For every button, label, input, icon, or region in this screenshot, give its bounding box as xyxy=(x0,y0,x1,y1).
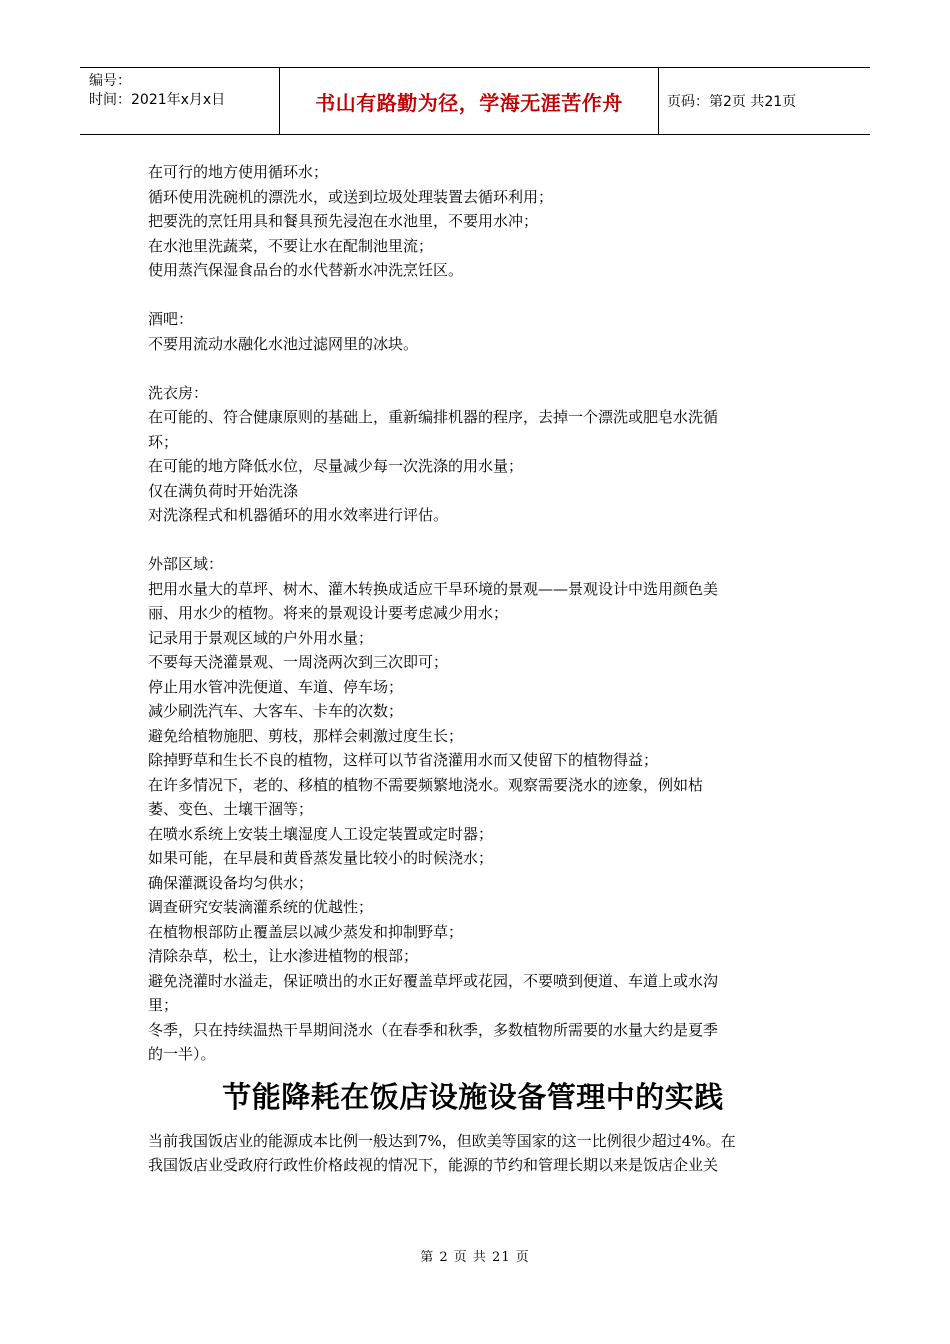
header-meta xyxy=(80,68,280,134)
section-label: 酒吧： xyxy=(148,310,194,328)
text-line: 减少刷洗汽车、大客车、卡车的次数； xyxy=(148,702,404,720)
text-line: 丽、用水少的植物。将来的景观设计要考虑减少用水； xyxy=(148,604,509,622)
section-heading: 节能降耗在饭店设施设备管理中的实践 xyxy=(222,1079,724,1114)
text-line: 避免浇灌时水溢走，保证喷出的水正好覆盖草坪或花园，不要喷到便道、车道上或水沟 xyxy=(148,971,719,990)
text-line: 循环使用洗碗机的漂洗水，或送到垃圾处理装置去循环利用； xyxy=(148,187,554,206)
text-line: 环； xyxy=(148,432,179,451)
text-line: 把要洗的烹饪用具和餐具预先浸泡在水池里，不要用水冲； xyxy=(148,212,539,230)
laundry-section xyxy=(148,381,798,528)
header-number: 编号： xyxy=(89,73,131,89)
kitchen-section xyxy=(148,160,798,283)
text-line: 如果可能，在早晨和黄昏蒸发量比较小的时候浇水； xyxy=(148,849,494,867)
text-line: 在许多情况下，老的、移植的植物不需要频繁地浇水。观察需要浇水的迹象，例如枯 xyxy=(148,775,704,794)
text-line: 的一半）。 xyxy=(148,1045,216,1063)
text-line: 在植物根部防止覆盖层以减少蒸发和抑制野草； xyxy=(148,922,464,941)
page-footer: 第 2 页 共 21 页 xyxy=(420,1250,530,1265)
text-line: 确保灌溉设备均匀供水； xyxy=(148,873,314,892)
text-line: 不要用流动水融化水池过滤网里的冰块。 xyxy=(148,334,419,353)
text-line: 冬季，只在持续温热干旱期间浇水（在春季和秋季，多数植物所需要的水量大约是夏季 xyxy=(148,1020,719,1039)
text-line: 使用蒸汽保湿食品台的水代替新水冲洗烹饪区。 xyxy=(148,261,464,279)
text-line: 在水池里洗蔬菜，不要让水在配制池里流； xyxy=(148,236,434,255)
header-motto: 书山有路勤为径，学海无涯苦作舟 xyxy=(280,68,659,134)
text-line: 停止用水管冲洗便道、车道、停车场； xyxy=(148,677,404,696)
text-line: 里； xyxy=(148,996,179,1014)
text-line: 清除杂草，松土，让水渗进植物的根部； xyxy=(148,947,419,965)
text-line: 我国饭店业受政府行政性价格歧视的情况下，能源的节约和管理长期以来是饭店企业关 xyxy=(148,1156,719,1174)
text-line: 当前我国饭店业的能源成本比例一般达到7%，但欧美等国家的这一比例很少超过4%。在 xyxy=(148,1131,736,1150)
text-line: 在喷水系统上安装土壤湿度人工设定装置或定时器； xyxy=(148,824,494,843)
outdoor-section xyxy=(148,552,798,1067)
section-label: 洗衣房： xyxy=(148,383,209,402)
text-line: 把用水量大的草坪、树木、灌木转换成适应干旱环境的景观——景观设计中选用颜色美 xyxy=(148,579,719,598)
header-date: 时间：2021年x月x日 xyxy=(89,92,226,108)
text-line: 在可能的地方降低水位，尽量减少每一次洗涤的用水量； xyxy=(148,457,524,475)
header-page-info: 页码：第2页 共21页 xyxy=(667,94,797,110)
section-label: 外部区域： xyxy=(148,555,224,573)
bar-section xyxy=(148,307,798,356)
text-line: 在可能的、符合健康原则的基础上，重新编排机器的程序，去掉一个漂洗或肥皂水洗循 xyxy=(148,408,719,426)
text-line: 对洗涤程式和机器循环的用水效率进行评估。 xyxy=(148,506,449,524)
text-line: 仅在满负荷时开始洗涤 xyxy=(148,481,299,500)
text-line: 不要每天浇灌景观、一周浇两次到三次即可； xyxy=(148,653,449,671)
document-header xyxy=(80,67,870,135)
text-line: 调查研究安装滴灌系统的优越性； xyxy=(148,898,374,916)
text-line: 萎、变色、土壤干涸等； xyxy=(148,800,314,818)
text-line: 记录用于景观区域的户外用水量； xyxy=(148,628,374,647)
document-body xyxy=(148,160,798,1178)
text-line: 在可行的地方使用循环水； xyxy=(148,163,329,181)
text-line: 避免给植物施肥、剪枝，那样会刺激过度生长； xyxy=(148,726,464,745)
intro-paragraph xyxy=(148,1129,798,1178)
text-line: 除掉野草和生长不良的植物，这样可以节省浇灌用水而又使留下的植物得益； xyxy=(148,751,659,769)
